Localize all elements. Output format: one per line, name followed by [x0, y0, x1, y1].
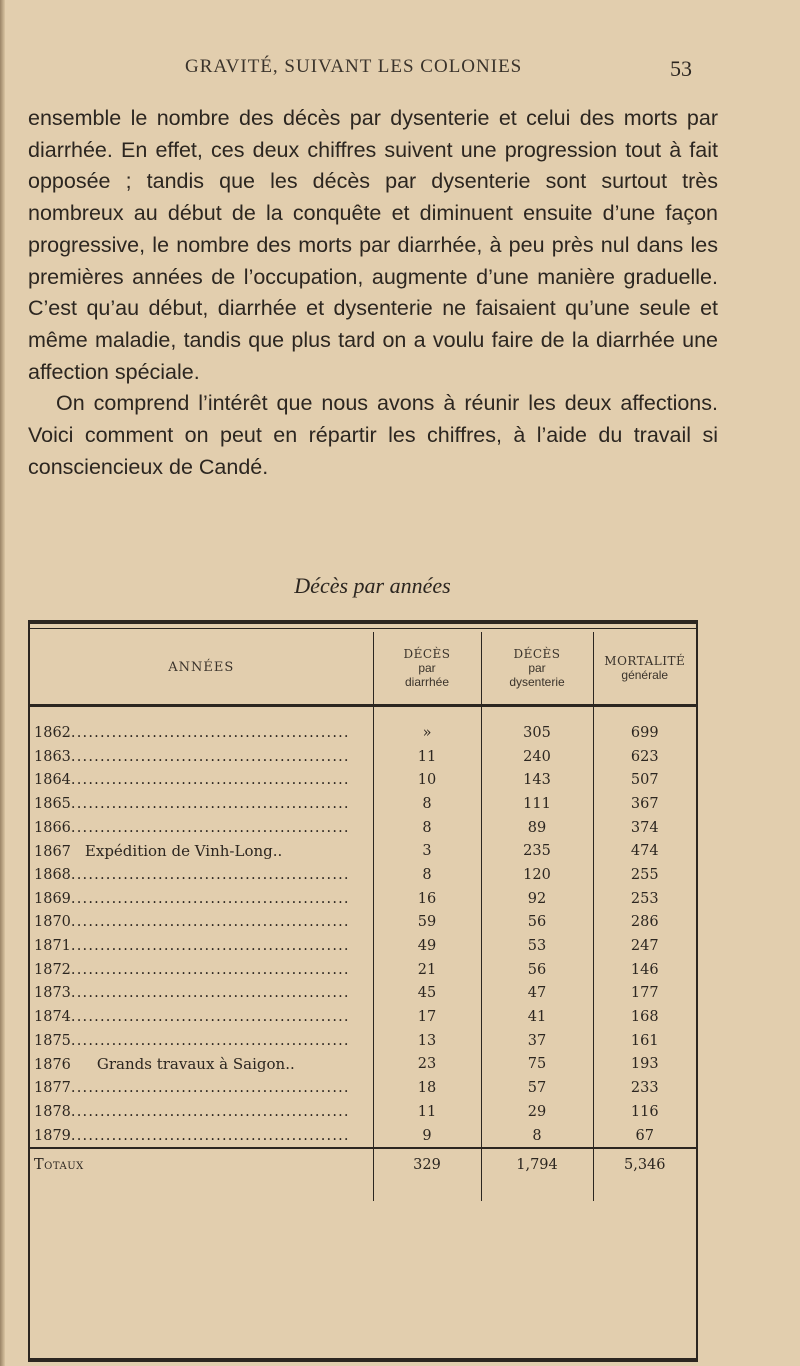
cell-diarrhee: 10	[373, 768, 481, 792]
leader-dots: ................................................	[70, 748, 350, 765]
cell-mortalite: 116	[593, 1100, 696, 1124]
header-annees: ANNÉES	[30, 632, 373, 706]
leader-dots: ................................................	[70, 938, 350, 955]
cell-mortalite: 233	[593, 1076, 696, 1100]
year-label: 1864	[34, 772, 71, 789]
cell-mortalite: 161	[593, 1029, 696, 1053]
cell-mortalite: 247	[593, 934, 696, 958]
cell-diarrhee: 59	[373, 911, 481, 935]
table-row	[30, 887, 696, 911]
cell-dysenterie: 120	[481, 863, 593, 887]
cell-year	[30, 706, 373, 745]
header-text: diarrhée	[404, 675, 450, 689]
header-text: par	[418, 661, 436, 675]
cell-year	[30, 958, 373, 982]
header-text: MORTALITÉ	[604, 654, 686, 668]
leader-dots: ................................................	[70, 795, 350, 812]
year-label: 1879	[34, 1127, 71, 1144]
cell-dysenterie: 92	[481, 887, 593, 911]
cell-dysenterie: 53	[481, 934, 593, 958]
year-label: 1872	[34, 961, 71, 978]
cell-year	[30, 1029, 373, 1053]
table-row	[30, 1124, 696, 1149]
cell-diarrhee: 11	[373, 745, 481, 769]
year-label: 1876	[34, 1057, 71, 1074]
year-label: 1868	[34, 866, 71, 883]
total-dysenterie: 1,794	[481, 1148, 593, 1201]
cell-year	[30, 1076, 373, 1100]
year-label: 1862	[34, 724, 71, 741]
year-label: 1869	[34, 890, 71, 907]
leader-dots: ................................................	[70, 1032, 350, 1049]
cell-diarrhee: 8	[373, 863, 481, 887]
table-row	[30, 706, 696, 745]
cell-diarrhee: 45	[373, 982, 481, 1006]
table-body	[30, 706, 696, 1202]
group-note: Grands travaux à Saigon..	[96, 1055, 295, 1074]
cell-mortalite: 168	[593, 1005, 696, 1029]
cell-dysenterie: 57	[481, 1076, 593, 1100]
cell-mortalite: 286	[593, 911, 696, 935]
cell-year	[30, 911, 373, 935]
cell-mortalite: 367	[593, 792, 696, 816]
paragraph: ensemble le nombre des décès par dysenterie et celui des morts par diarrhée. En effet, ces deux chiffres suivent une progression tout à fait opposée ; tandis que les décès par dysenterie sont surtout très nombreux au début de la conquête et diminuent ensuite d’une façon progressive, le nombre des morts par diarrhée, à peu près nul dans les premières années de l’occupation, augmente d’une manière graduelle. C’est qu’au début, diarrhée et dysenterie ne faisaient qu’une seule et même maladie, tandis que plus tard on a voulu faire de la diarrhée une affection spéciale.	[28, 106, 718, 384]
cell-diarrhee: 18	[373, 1076, 481, 1100]
year-label: 1863	[34, 748, 71, 765]
table-row	[30, 911, 696, 935]
cell-diarrhee: 16	[373, 887, 481, 911]
table-row	[30, 1076, 696, 1100]
header-text: DÉCÈS	[403, 647, 451, 661]
paragraph: On comprend l’intérêt que nous avons à réunir les deux affections. Voici comment on peut en répartir les chiffres, à l’aide du travail si consciencieux de Candé.	[28, 391, 718, 479]
cell-dysenterie: 8	[481, 1124, 593, 1149]
year-label: 1878	[34, 1103, 71, 1120]
cell-mortalite: 507	[593, 768, 696, 792]
table-row	[30, 1053, 696, 1077]
table-caption: Décès par années	[294, 573, 451, 598]
leader-dots: ................................................	[70, 890, 350, 907]
totals-row	[30, 1148, 696, 1201]
table-row	[30, 792, 696, 816]
cell-mortalite: 146	[593, 958, 696, 982]
table-row	[30, 1005, 696, 1029]
cell-dysenterie: 47	[481, 982, 593, 1006]
cell-dysenterie: 56	[481, 911, 593, 935]
running-title: GRAVITÉ, SUIVANT LES COLONIES	[185, 56, 523, 77]
leader-dots: ................................................	[70, 985, 350, 1002]
leader-dots: ................................................	[70, 819, 350, 836]
table-row	[30, 839, 696, 863]
cell-mortalite: 374	[593, 816, 696, 840]
cell-year	[30, 839, 373, 863]
year-label: 1874	[34, 1009, 71, 1026]
cell-year	[30, 816, 373, 840]
cell-mortalite: 177	[593, 982, 696, 1006]
cell-year	[30, 745, 373, 769]
leader-dots: ................................................	[70, 1103, 350, 1120]
table-row	[30, 1100, 696, 1124]
cell-mortalite: 699	[593, 706, 696, 745]
cell-diarrhee: 8	[373, 816, 481, 840]
cell-mortalite: 474	[593, 839, 696, 863]
leader-dots: ................................................	[70, 1080, 350, 1097]
cell-diarrhee: 8	[373, 792, 481, 816]
data-table	[30, 632, 696, 1201]
header-text: dysenterie	[509, 675, 565, 689]
year-label: 1867	[34, 844, 71, 861]
year-label: 1877	[34, 1080, 71, 1097]
body-text	[28, 103, 718, 483]
cell-dysenterie: 240	[481, 745, 593, 769]
table-row	[30, 768, 696, 792]
cell-mortalite: 193	[593, 1053, 696, 1077]
leader-dots: ................................................	[70, 1127, 350, 1144]
cell-diarrhee: 3	[373, 839, 481, 863]
cell-dysenterie: 305	[481, 706, 593, 745]
cell-mortalite: 623	[593, 745, 696, 769]
year-label: 1866	[34, 819, 71, 836]
cell-mortalite: 255	[593, 863, 696, 887]
cell-dysenterie: 37	[481, 1029, 593, 1053]
table-row	[30, 1029, 696, 1053]
cell-year	[30, 768, 373, 792]
page-spine-shadow	[0, 0, 5, 1366]
mortality-table	[28, 620, 698, 1362]
cell-dysenterie: 75	[481, 1053, 593, 1077]
cell-diarrhee: »	[373, 706, 481, 745]
table-row	[30, 816, 696, 840]
year-label: 1871	[34, 938, 71, 955]
cell-year	[30, 887, 373, 911]
cell-mortalite: 253	[593, 887, 696, 911]
cell-mortalite: 67	[593, 1124, 696, 1149]
table-row	[30, 982, 696, 1006]
table-row	[30, 745, 696, 769]
header-text: DÉCÈS	[513, 647, 561, 661]
totals-label: Totaux	[30, 1148, 373, 1201]
cell-dysenterie: 41	[481, 1005, 593, 1029]
leader-dots: ................................................	[70, 724, 350, 741]
header-deces-dysenterie	[481, 632, 593, 706]
cell-year	[30, 1053, 373, 1077]
table-header-row	[30, 632, 696, 706]
cell-year	[30, 863, 373, 887]
table-row	[30, 934, 696, 958]
table-row	[30, 958, 696, 982]
cell-year	[30, 1100, 373, 1124]
header-text: par	[528, 661, 546, 675]
cell-year	[30, 1124, 373, 1149]
year-label: 1875	[34, 1032, 71, 1049]
row-note: Expédition de Vinh-Long..	[84, 842, 283, 861]
table-row	[30, 863, 696, 887]
page-number: 53	[670, 56, 692, 81]
cell-diarrhee: 17	[373, 1005, 481, 1029]
cell-diarrhee: 9	[373, 1124, 481, 1149]
cell-diarrhee: 11	[373, 1100, 481, 1124]
cell-year	[30, 982, 373, 1006]
total-mortalite: 5,346	[593, 1148, 696, 1201]
header-deces-diarrhee	[373, 632, 481, 706]
cell-dysenterie: 111	[481, 792, 593, 816]
cell-diarrhee: 21	[373, 958, 481, 982]
cell-diarrhee: 13	[373, 1029, 481, 1053]
cell-dysenterie: 29	[481, 1100, 593, 1124]
leader-dots: ................................................	[70, 772, 350, 789]
leader-dots: ................................................	[70, 1009, 350, 1026]
year-label: 1870	[34, 914, 71, 931]
leader-dots: ................................................	[70, 866, 350, 883]
page-header	[0, 56, 800, 86]
cell-dysenterie: 56	[481, 958, 593, 982]
year-label: 1873	[34, 985, 71, 1002]
cell-year	[30, 934, 373, 958]
cell-dysenterie: 89	[481, 816, 593, 840]
leader-dots: ................................................	[70, 961, 350, 978]
cell-dysenterie: 235	[481, 839, 593, 863]
cell-diarrhee: 23	[373, 1053, 481, 1077]
cell-diarrhee: 49	[373, 934, 481, 958]
header-mortalite	[593, 632, 696, 706]
cell-year	[30, 1005, 373, 1029]
header-text: générale	[621, 668, 669, 682]
leader-dots: ................................................	[70, 914, 350, 931]
total-diarrhee: 329	[373, 1148, 481, 1201]
cell-year	[30, 792, 373, 816]
year-label: 1865	[34, 795, 71, 812]
cell-dysenterie: 143	[481, 768, 593, 792]
